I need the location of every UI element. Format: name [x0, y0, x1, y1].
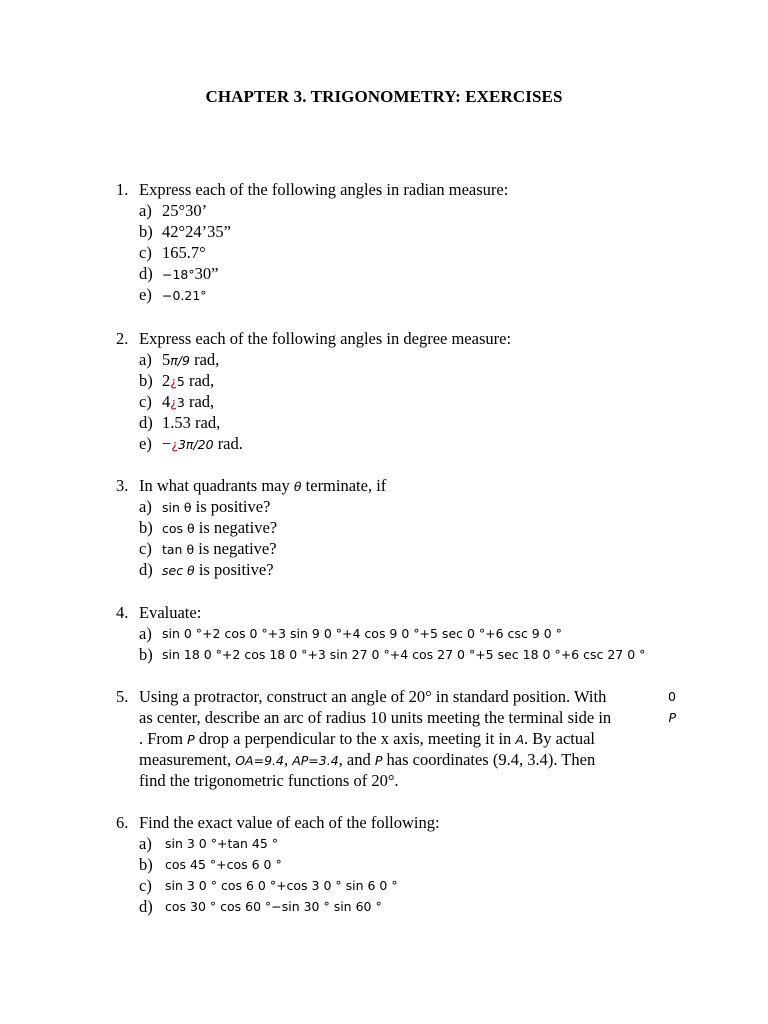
item-value-pre: 5: [162, 350, 171, 369]
math-expression: sin 3 0 ° cos 6 0 °+cos 3 0 ° sin 6 0 °: [165, 878, 398, 893]
item-label: d): [139, 413, 153, 432]
list-item: [116, 517, 676, 538]
list-item: [116, 496, 676, 517]
item-value-post: is positive?: [194, 560, 274, 579]
text-run: ,: [283, 750, 293, 769]
list-item: [116, 896, 676, 917]
item-value-post: is negative?: [194, 518, 278, 537]
list-item: [116, 263, 676, 284]
text-run: find the trigonometric functions of 20°.: [139, 771, 399, 790]
item-value: [162, 349, 219, 371]
page-title: CHAPTER 3. TRIGONOMETRY: EXERCISES: [205, 87, 563, 106]
text-run: as center, describe an arc of radius 10 units meeting the terminal side in: [139, 708, 612, 727]
item-label: d): [139, 897, 153, 916]
item-value: [162, 433, 243, 455]
item-value-pre: −: [162, 434, 172, 453]
item-label: a): [139, 497, 152, 516]
list-item: [116, 200, 676, 221]
list-item: [116, 854, 676, 875]
item-label: e): [139, 285, 152, 304]
item-label: c): [139, 876, 152, 895]
math-expression: cos 45 °+cos 6 0 °: [165, 857, 282, 872]
item-value: [162, 496, 270, 518]
math-expression: P: [668, 710, 676, 725]
invalid-glyph: ¿: [170, 395, 177, 410]
question-text: Express each of the following angles in degree measure:: [139, 329, 512, 348]
item-label: b): [139, 222, 153, 241]
paragraph-line: [139, 686, 676, 707]
text-run: , and: [338, 750, 375, 769]
list-item: [116, 538, 676, 559]
question-text: [139, 475, 386, 497]
question-text-pre: In what quadrants may: [139, 476, 294, 495]
question-text: Evaluate:: [139, 603, 202, 622]
question-5: [116, 686, 676, 796]
item-value: 42°24’35”: [162, 222, 231, 241]
invalid-glyph: ¿: [170, 374, 177, 389]
item-value-post: is positive?: [191, 497, 271, 516]
item-label: a): [139, 834, 152, 853]
question-number: 2.: [116, 329, 129, 348]
item-label: b): [139, 518, 153, 537]
item-value-post: is negative?: [194, 539, 277, 558]
question-text: Express each of the following angles in radian measure:: [139, 180, 509, 199]
paragraph-line: [139, 728, 676, 749]
item-value: [162, 391, 214, 413]
item-label: d): [139, 560, 153, 579]
item-value: [162, 538, 277, 560]
math-expression: −18°: [162, 267, 195, 282]
math-expression: 3: [176, 395, 185, 410]
item-label: a): [139, 201, 152, 220]
math-expression: 3π/20: [177, 437, 214, 452]
math-expression: sin 0 °+2 cos 0 °+3 sin 9 0 °+4 cos 9 0 °+5 sec 0 °+6 csc 9 0 °: [162, 626, 562, 641]
list-item: [116, 370, 676, 391]
item-label: d): [139, 264, 153, 283]
item-value-post: rad.: [213, 434, 243, 453]
question-6: [116, 812, 676, 917]
question-number: 6.: [116, 813, 129, 832]
item-value-pre: 2: [162, 371, 171, 390]
list-item: [116, 242, 676, 263]
item-value-post: rad,: [189, 350, 220, 369]
item-value: [162, 370, 214, 392]
item-value-rest: 30”: [194, 264, 219, 283]
question-number: 1.: [116, 180, 129, 199]
list-item: [116, 875, 676, 896]
item-label: b): [139, 855, 153, 874]
item-value: [162, 263, 218, 285]
math-expression: P: [187, 732, 195, 747]
question-number: 3.: [116, 476, 129, 495]
text-run: drop a perpendicular to the x axis, meeting it in: [194, 729, 516, 748]
item-label: b): [139, 645, 153, 664]
math-expression: cos 30 ° cos 60 °−sin 30 ° sin 60 °: [165, 899, 382, 914]
item-label: e): [139, 434, 152, 453]
text-run: . By actual: [524, 729, 596, 748]
paragraph-line: [139, 707, 676, 728]
item-value-post: rad,: [184, 371, 215, 390]
math-expression: cos θ: [162, 521, 195, 536]
text-run: has coordinates (9.4, 3.4). Then: [382, 750, 596, 769]
item-value-post: rad,: [184, 392, 215, 411]
question-number: 4.: [116, 603, 129, 622]
list-item: [116, 221, 676, 242]
math-expression: sin 18 0 °+2 cos 18 0 °+3 sin 27 0 °+4 cos 27 0 °+5 sec 18 0 °+6 csc 27 0 °: [162, 647, 646, 662]
list-item: [116, 433, 676, 454]
list-item: [116, 284, 676, 305]
math-expression: OA=9.4: [235, 753, 284, 768]
math-expression: 0: [668, 689, 676, 704]
list-item: [116, 412, 676, 433]
text-run: [139, 749, 595, 770]
question-text: Find the exact value of each of the following:: [139, 813, 440, 832]
math-expression: −0.21°: [162, 288, 207, 303]
item-value-pre: 4: [162, 392, 171, 411]
math-expression: sin θ: [162, 500, 192, 515]
list-item: [116, 349, 676, 370]
text-run: [139, 728, 595, 749]
text-run: Using a protractor, construct an angle of 20° in standard position. With: [139, 687, 607, 706]
item-value: [162, 517, 277, 539]
math-expression: sin 3 0 °+tan 45 °: [165, 836, 279, 851]
math-expression: tan θ: [162, 542, 195, 557]
item-value: [162, 284, 207, 306]
item-value: [162, 559, 274, 581]
item-label: c): [139, 539, 152, 558]
list-item: [116, 644, 676, 665]
math-expression: θ: [293, 479, 302, 494]
paragraph-line: [139, 749, 676, 770]
question-number: 5.: [116, 687, 129, 706]
item-label: a): [139, 624, 152, 643]
text-run: . From: [139, 729, 188, 748]
item-label: c): [139, 243, 152, 262]
item-label: b): [139, 371, 153, 390]
item-value: 25°30’: [162, 201, 208, 220]
item-value: 1.53 rad,: [162, 413, 221, 432]
question-3: [116, 475, 676, 580]
item-label: c): [139, 392, 152, 411]
math-expression: AP=3.4: [292, 753, 339, 768]
question-1: [116, 179, 676, 305]
math-expression: 5: [176, 374, 185, 389]
question-4: [116, 602, 676, 665]
invalid-glyph: ¿: [171, 437, 178, 452]
paragraph-line: [139, 770, 676, 791]
question-paragraph: [139, 686, 676, 791]
math-expression: sec θ: [162, 563, 195, 578]
list-item: [116, 391, 676, 412]
list-item: [116, 833, 676, 854]
item-value: 165.7°: [162, 243, 206, 262]
math-expression: P: [374, 753, 383, 768]
list-item: [116, 623, 676, 644]
list-item: [116, 559, 676, 580]
text-run: measurement,: [139, 750, 236, 769]
item-label: a): [139, 350, 152, 369]
question-2: [116, 328, 676, 454]
math-expression: A: [515, 732, 524, 747]
question-text-post: terminate, if: [301, 476, 387, 495]
math-expression: π/9: [170, 353, 190, 368]
